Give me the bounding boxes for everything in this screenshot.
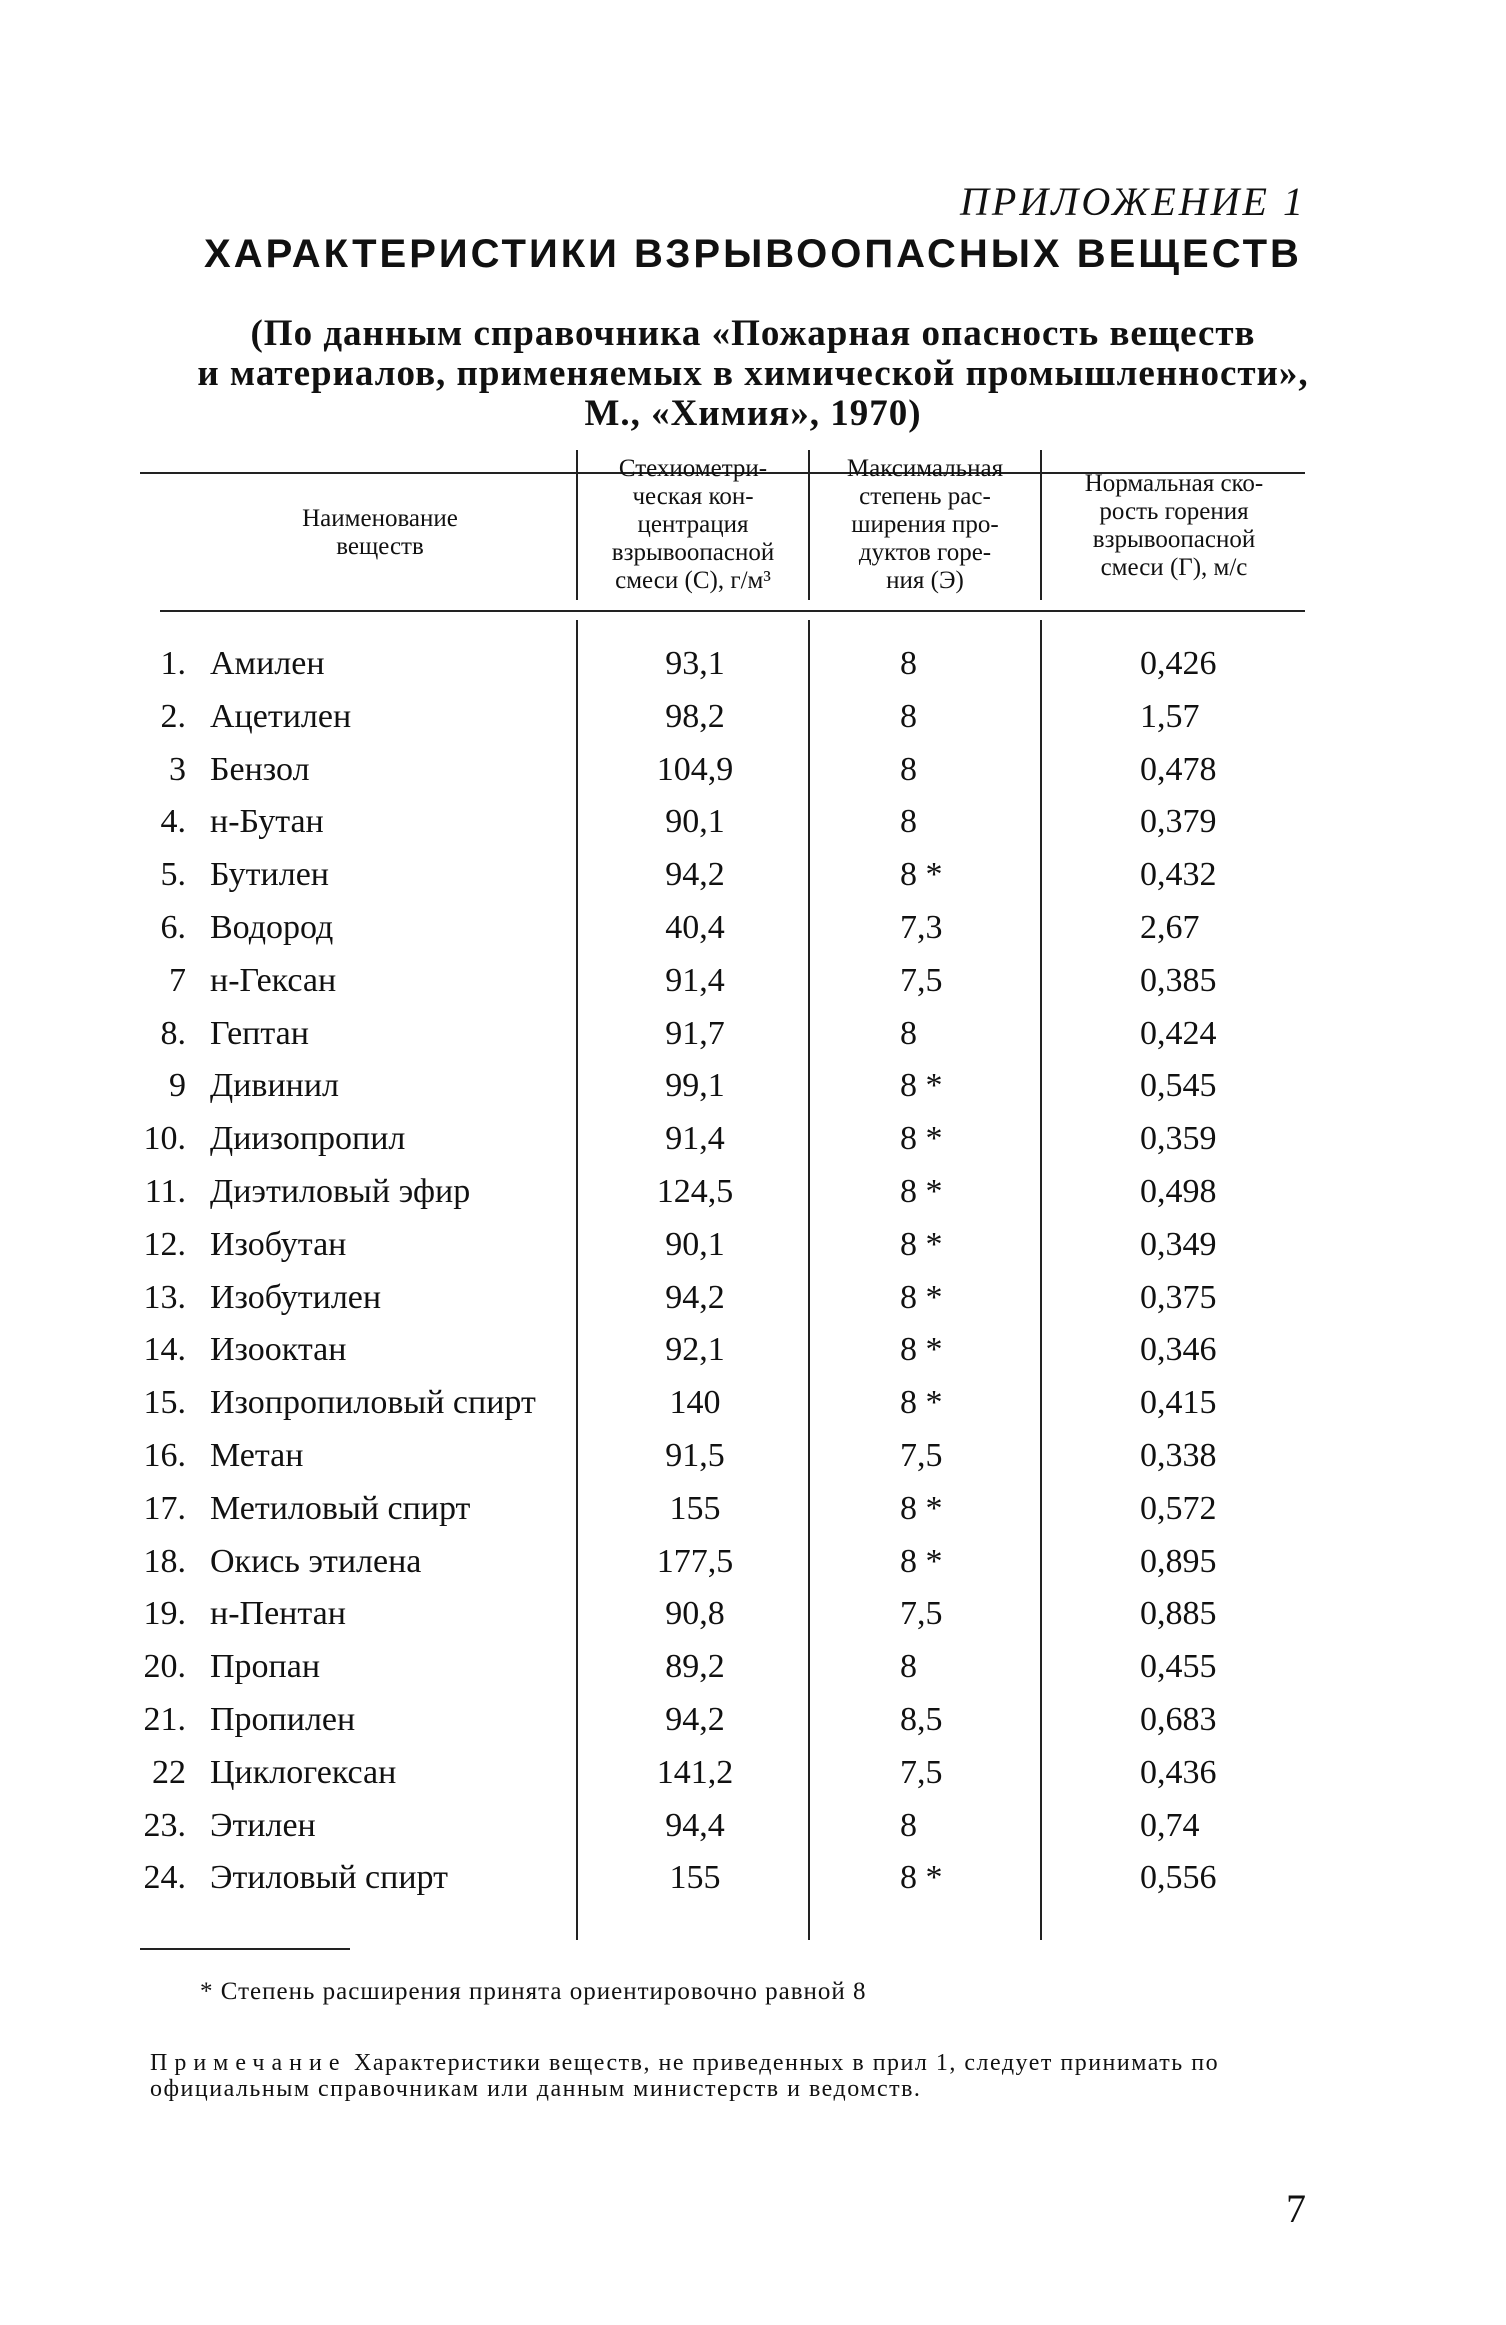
row-number: 21. bbox=[143, 1701, 186, 1738]
table-row bbox=[0, 909, 1506, 962]
substance-name: Циклогексан bbox=[210, 1753, 397, 1791]
header-name: Наименование веществ bbox=[302, 505, 458, 560]
row-number: 10. bbox=[143, 1120, 186, 1158]
concentration-value: 91,4 bbox=[665, 1120, 725, 1158]
speed-value: 0,885 bbox=[1140, 1595, 1217, 1633]
speed-value: 2,67 bbox=[1140, 909, 1200, 946]
speed-value: 0,572 bbox=[1140, 1489, 1217, 1527]
row-number: 22 bbox=[152, 1753, 186, 1791]
concentration-value: 104,9 bbox=[656, 750, 734, 788]
concentration-value: 91,4 bbox=[665, 961, 725, 999]
substance-name: н-Бутан bbox=[210, 803, 324, 841]
row-number: 12. bbox=[143, 1225, 186, 1263]
speed-value: 0,385 bbox=[1140, 961, 1217, 999]
row-number: 7 bbox=[169, 961, 186, 999]
speed-value: 0,478 bbox=[1140, 750, 1217, 788]
source-line-1: (По данным справочника «Пожарная опасность веществ bbox=[250, 313, 1256, 354]
table-row bbox=[0, 1437, 1506, 1490]
table-row bbox=[0, 1754, 1506, 1807]
substance-name: Пропан bbox=[210, 1648, 321, 1686]
concentration-value: 40,4 bbox=[665, 909, 725, 946]
concentration-value: 92,1 bbox=[665, 1331, 725, 1369]
row-number: 1. bbox=[160, 645, 186, 682]
footnote-rule bbox=[140, 1948, 350, 1950]
expansion-value: 8 * bbox=[900, 1384, 943, 1422]
substance-name: Окись этилена bbox=[210, 1542, 422, 1580]
substance-name: Изобутан bbox=[210, 1225, 347, 1263]
footnote: * Степень расширения принята ориентировочно равной 8 bbox=[200, 1978, 867, 2005]
page-number: 7 bbox=[1286, 2186, 1306, 2231]
substance-name: Этилен bbox=[210, 1806, 316, 1844]
expansion-value: 8 bbox=[900, 803, 917, 841]
table-row bbox=[0, 1648, 1506, 1701]
header-divider-1 bbox=[576, 450, 578, 600]
speed-value: 0,683 bbox=[1140, 1701, 1217, 1738]
table-row bbox=[0, 1226, 1506, 1279]
expansion-value: 8 bbox=[900, 1014, 917, 1052]
speed-value: 1,57 bbox=[1140, 697, 1200, 735]
concentration-value: 94,4 bbox=[665, 1806, 725, 1844]
substance-name: н-Гексан bbox=[210, 961, 337, 999]
expansion-value: 7,3 bbox=[900, 909, 943, 946]
speed-value: 0,455 bbox=[1140, 1648, 1217, 1686]
header-speed: Нормальная ско- рость горения взрывоопасной смеси (Г), м/с bbox=[1084, 470, 1264, 581]
table-row bbox=[0, 1279, 1506, 1332]
row-number: 13. bbox=[143, 1278, 186, 1316]
expansion-value: 8 * bbox=[900, 1173, 943, 1210]
table-row bbox=[0, 1543, 1506, 1596]
row-number: 20. bbox=[143, 1648, 186, 1686]
expansion-value: 7,5 bbox=[900, 1595, 943, 1633]
substance-name: н-Пентан bbox=[210, 1595, 346, 1633]
expansion-value: 8 * bbox=[900, 1067, 943, 1105]
concentration-value: 140 bbox=[669, 1384, 721, 1422]
row-number: 6. bbox=[160, 909, 186, 946]
expansion-value: 8 * bbox=[900, 1225, 943, 1263]
substance-name: Дивинил bbox=[210, 1067, 339, 1105]
speed-value: 0,432 bbox=[1140, 856, 1217, 894]
concentration-value: 91,7 bbox=[665, 1014, 725, 1052]
concentration-value: 90,8 bbox=[665, 1595, 725, 1633]
concentration-value: 94,2 bbox=[665, 1278, 725, 1316]
substance-name: Изооктан bbox=[210, 1331, 347, 1369]
row-number: 9 bbox=[169, 1067, 186, 1105]
source-line-2: и материалов, применяемых в химической промышленности», bbox=[197, 353, 1309, 394]
note bbox=[150, 2050, 1310, 2102]
row-number: 24. bbox=[143, 1859, 186, 1897]
table-row bbox=[0, 803, 1506, 856]
expansion-value: 8,5 bbox=[900, 1701, 943, 1738]
table-row bbox=[0, 1331, 1506, 1384]
expansion-value: 8 bbox=[900, 1806, 917, 1844]
concentration-value: 98,2 bbox=[665, 697, 725, 735]
speed-value: 0,415 bbox=[1140, 1384, 1217, 1422]
header-divider-3 bbox=[1040, 450, 1042, 600]
note-text: Характеристики веществ, не приведенных в прил 1, следует принимать по официальным справочникам или данным министерств и ведомств. bbox=[150, 2050, 1220, 2102]
row-number: 11. bbox=[144, 1173, 186, 1210]
concentration-value: 89,2 bbox=[665, 1648, 725, 1686]
speed-value: 0,74 bbox=[1140, 1806, 1200, 1844]
substance-name: Метиловый спирт bbox=[210, 1489, 471, 1527]
expansion-value: 8 bbox=[900, 697, 917, 735]
expansion-value: 8 * bbox=[900, 1331, 943, 1369]
speed-value: 0,498 bbox=[1140, 1173, 1217, 1210]
substance-name: Метан bbox=[210, 1437, 304, 1474]
table-row bbox=[0, 1384, 1506, 1437]
row-number: 5. bbox=[160, 856, 186, 894]
expansion-value: 7,5 bbox=[900, 1437, 943, 1474]
appendix-label: ПРИЛОЖЕНИЕ 1 bbox=[960, 179, 1306, 224]
table-row bbox=[0, 1595, 1506, 1648]
table-row bbox=[0, 1490, 1506, 1543]
substance-name: Этиловый спирт bbox=[210, 1859, 448, 1897]
concentration-value: 90,1 bbox=[665, 803, 725, 841]
source-line-3: М., «Химия», 1970) bbox=[584, 393, 922, 434]
header-concentration: Стехиометри- ческая кон- центрация взрывоопасной смеси (С), г/м³ bbox=[611, 455, 775, 594]
table-row bbox=[0, 856, 1506, 909]
speed-value: 0,359 bbox=[1140, 1120, 1217, 1158]
header-expansion: Максимальная степень рас- ширения про- дуктов горе- ния (Э) bbox=[846, 455, 1004, 594]
substance-name: Бутилен bbox=[210, 856, 329, 894]
table-header-rule bbox=[160, 610, 1305, 612]
expansion-value: 8 * bbox=[900, 1489, 943, 1527]
table-row bbox=[0, 1015, 1506, 1068]
table-row bbox=[0, 962, 1506, 1015]
expansion-value: 8 bbox=[900, 750, 917, 788]
row-number: 8. bbox=[160, 1014, 186, 1052]
table-row bbox=[0, 1807, 1506, 1860]
table-row bbox=[0, 751, 1506, 804]
speed-value: 0,338 bbox=[1140, 1437, 1217, 1474]
speed-value: 0,346 bbox=[1140, 1331, 1217, 1369]
expansion-value: 8 * bbox=[900, 1278, 943, 1316]
concentration-value: 93,1 bbox=[665, 645, 725, 682]
speed-value: 0,349 bbox=[1140, 1225, 1217, 1263]
substance-name: Диизопропил bbox=[210, 1120, 406, 1158]
concentration-value: 94,2 bbox=[665, 1701, 725, 1738]
speed-value: 0,436 bbox=[1140, 1753, 1217, 1791]
concentration-value: 91,5 bbox=[665, 1437, 725, 1474]
table-row bbox=[0, 1173, 1506, 1226]
substance-name: Пропилен bbox=[210, 1701, 356, 1738]
table-row bbox=[0, 1701, 1506, 1754]
speed-value: 0,545 bbox=[1140, 1067, 1217, 1105]
expansion-value: 8 * bbox=[900, 1120, 943, 1158]
speed-value: 0,379 bbox=[1140, 803, 1217, 841]
substance-name: Гептан bbox=[210, 1014, 309, 1052]
row-number: 3 bbox=[169, 750, 186, 788]
row-number: 14. bbox=[143, 1331, 186, 1369]
row-number: 17. bbox=[143, 1489, 186, 1527]
concentration-value: 124,5 bbox=[656, 1173, 734, 1210]
substance-name: Ацетилен bbox=[210, 697, 352, 735]
expansion-value: 8 * bbox=[900, 1542, 943, 1580]
expansion-value: 8 * bbox=[900, 856, 943, 894]
substance-name: Изобутилен bbox=[210, 1278, 382, 1316]
expansion-value: 8 * bbox=[900, 1859, 943, 1897]
table-row bbox=[0, 1120, 1506, 1173]
row-number: 18. bbox=[143, 1542, 186, 1580]
expansion-value: 8 bbox=[900, 1648, 917, 1686]
table-row bbox=[0, 1859, 1506, 1912]
row-number: 23. bbox=[143, 1806, 186, 1844]
table-row bbox=[0, 1067, 1506, 1120]
concentration-value: 99,1 bbox=[665, 1067, 725, 1105]
substance-name: Изопропиловый спирт bbox=[210, 1384, 536, 1422]
speed-value: 0,556 bbox=[1140, 1859, 1217, 1897]
concentration-value: 94,2 bbox=[665, 856, 725, 894]
expansion-value: 7,5 bbox=[900, 961, 943, 999]
speed-value: 0,375 bbox=[1140, 1278, 1217, 1316]
speed-value: 0,426 bbox=[1140, 645, 1217, 682]
substance-name: Водород bbox=[210, 909, 334, 946]
speed-value: 0,424 bbox=[1140, 1014, 1217, 1052]
note-label: Примечание bbox=[150, 2050, 347, 2076]
substance-name: Амилен bbox=[210, 645, 325, 682]
row-number: 16. bbox=[143, 1437, 186, 1474]
concentration-value: 177,5 bbox=[656, 1542, 734, 1580]
substance-name: Бензол bbox=[210, 750, 310, 788]
concentration-value: 155 bbox=[669, 1489, 721, 1527]
row-number: 15. bbox=[143, 1384, 186, 1422]
concentration-value: 155 bbox=[669, 1859, 721, 1897]
row-number: 4. bbox=[160, 803, 186, 841]
concentration-value: 90,1 bbox=[665, 1225, 725, 1263]
expansion-value: 8 bbox=[900, 645, 917, 682]
row-number: 2. bbox=[160, 697, 186, 735]
substance-name: Диэтиловый эфир bbox=[210, 1173, 471, 1210]
speed-value: 0,895 bbox=[1140, 1542, 1217, 1580]
concentration-value: 141,2 bbox=[656, 1753, 734, 1791]
expansion-value: 7,5 bbox=[900, 1753, 943, 1791]
table-row bbox=[0, 645, 1506, 698]
table-row bbox=[0, 698, 1506, 751]
row-number: 19. bbox=[143, 1595, 186, 1633]
header-divider-2 bbox=[808, 450, 810, 600]
page-title: ХАРАКТЕРИСТИКИ ВЗРЫВООПАСНЫХ ВЕЩЕСТВ bbox=[204, 232, 1302, 276]
